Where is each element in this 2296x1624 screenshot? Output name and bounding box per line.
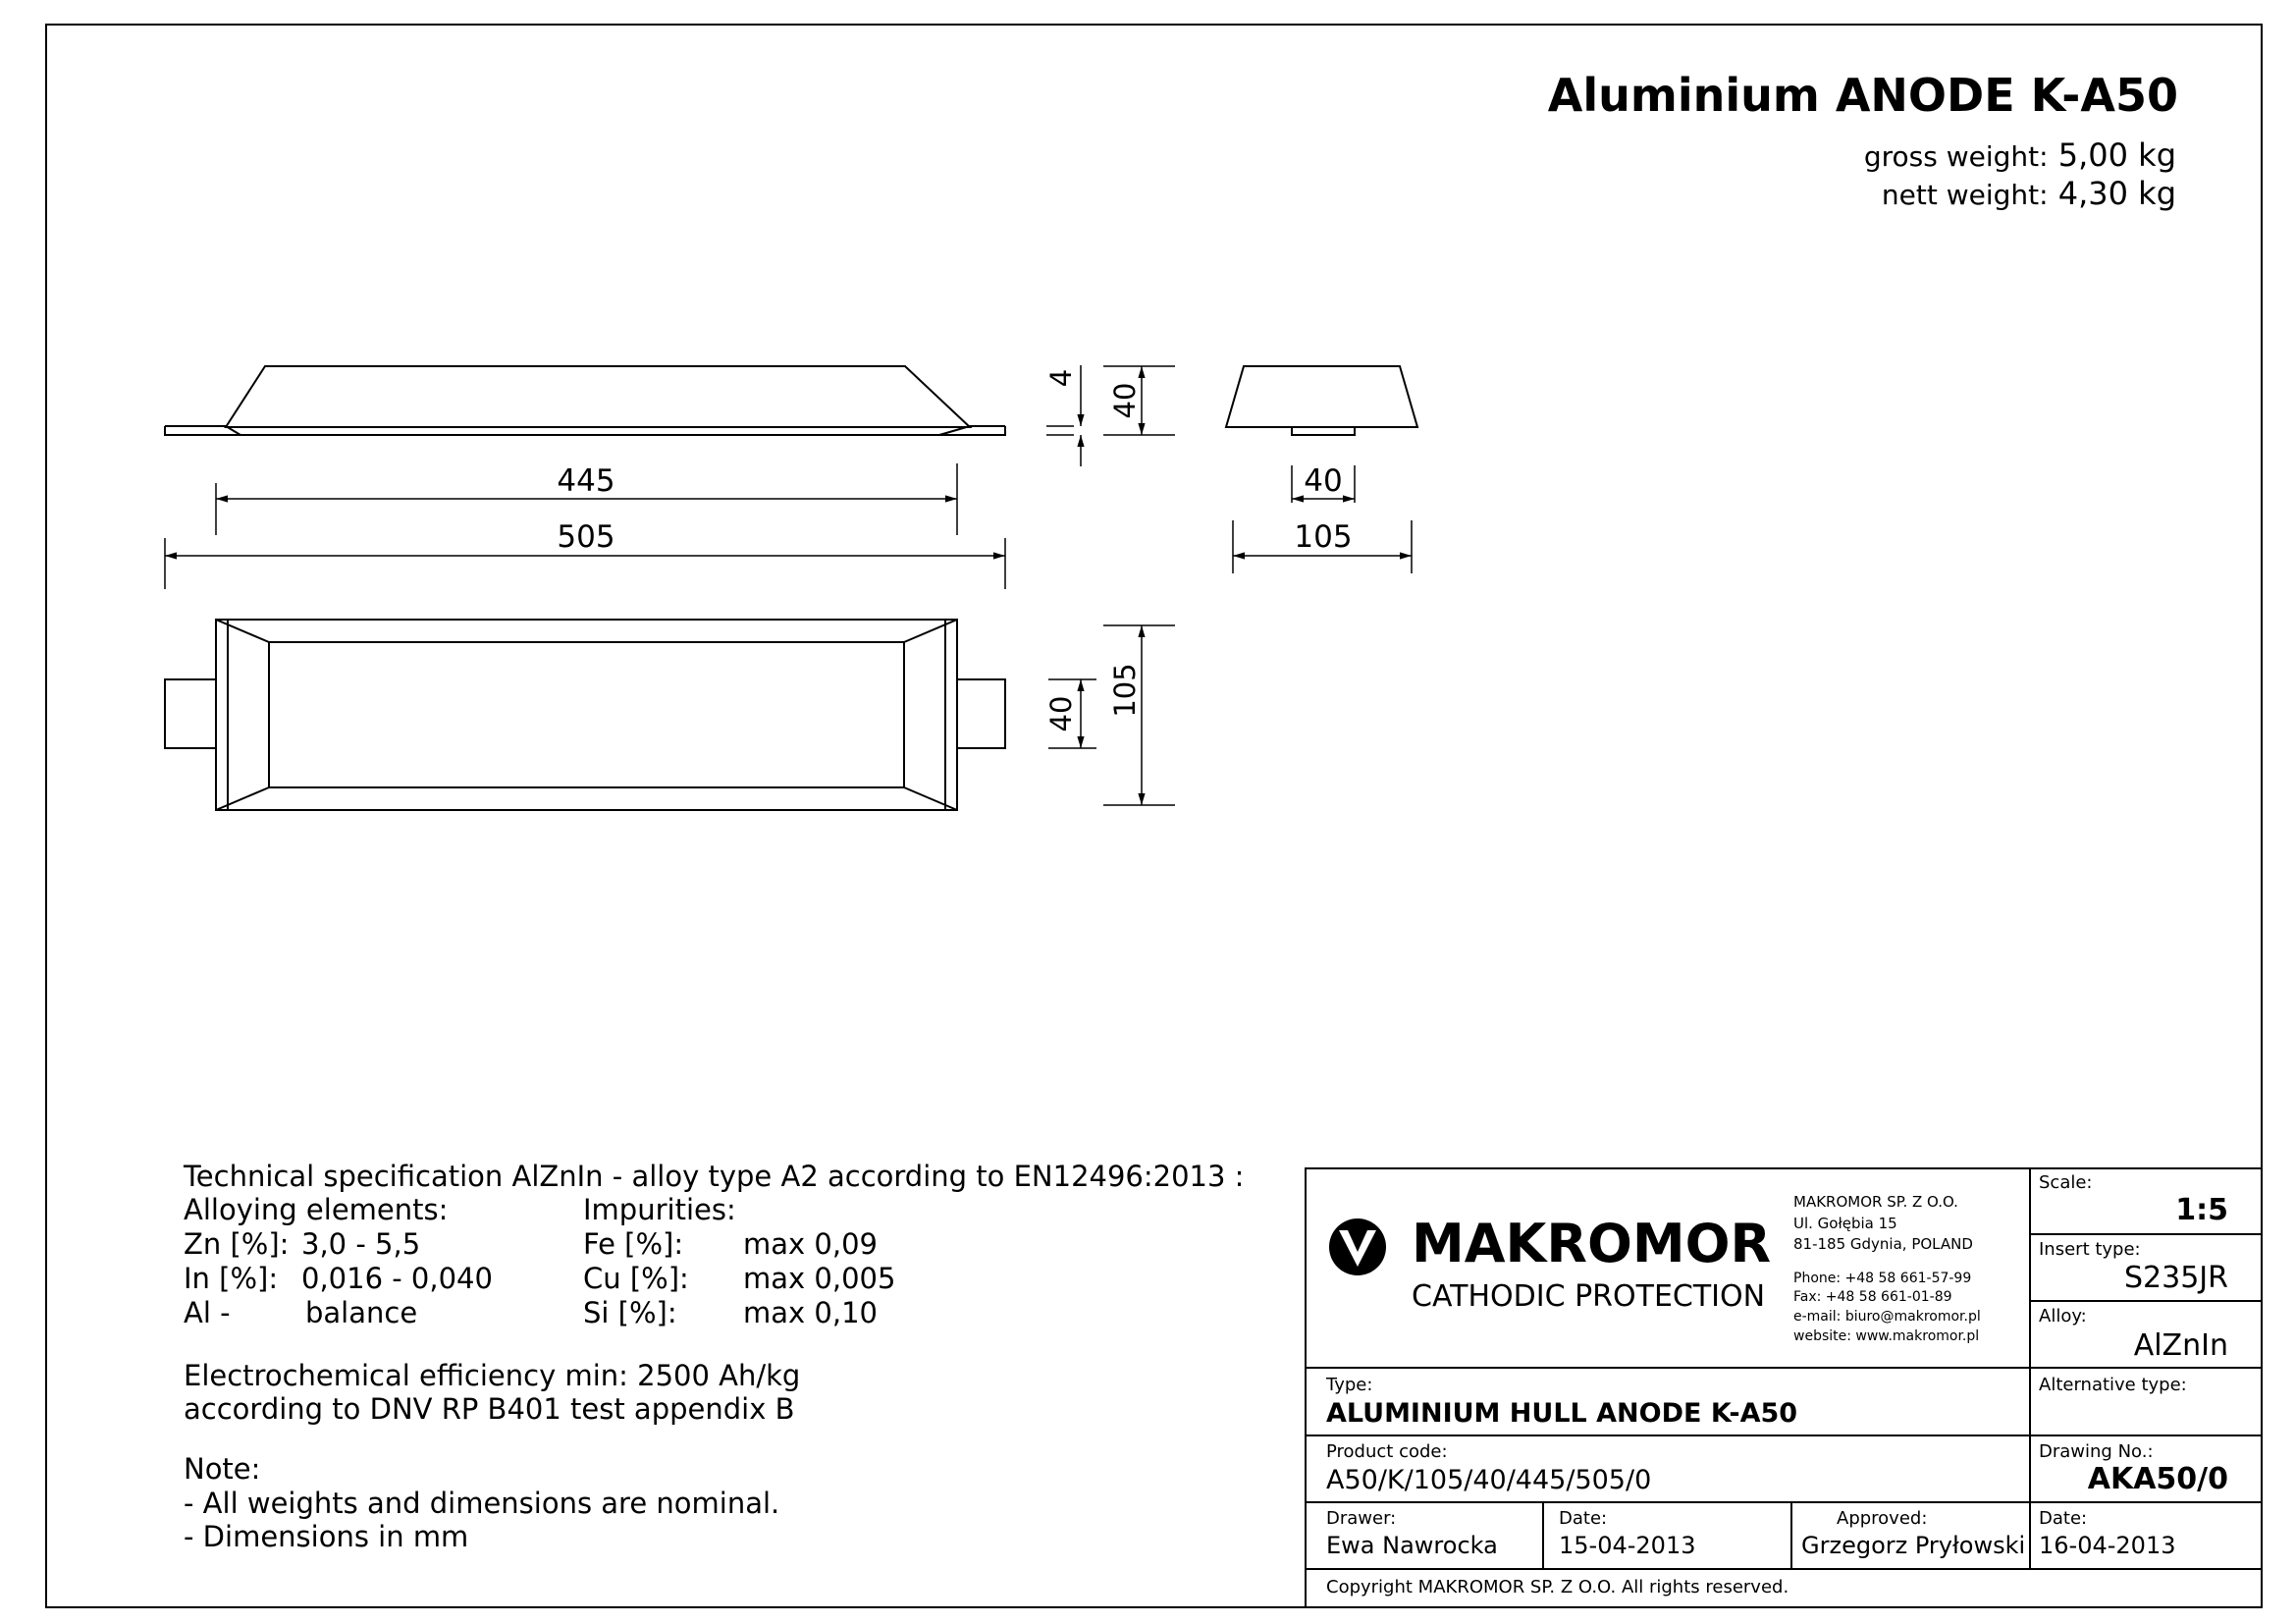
dim-445-label: 445 bbox=[557, 463, 615, 499]
scale-label: Scale: bbox=[2039, 1172, 2093, 1193]
product-code-label: Product code: bbox=[1326, 1441, 1448, 1462]
spec-heading: Technical specification AlZnIn - alloy type A2 according to EN12496:2013 : bbox=[184, 1160, 1245, 1193]
dim-40-side-label: 40 bbox=[1108, 382, 1142, 419]
insert-type-label: Insert type: bbox=[2039, 1239, 2141, 1260]
nett-weight-value: 4,30 kg bbox=[2057, 175, 2176, 212]
note-weights: - All weights and dimensions are nominal. bbox=[184, 1487, 780, 1520]
type-value: ALUMINIUM HULL ANODE K-A50 bbox=[1326, 1398, 1798, 1429]
drawing-title: Aluminium ANODE K-A50 bbox=[1547, 69, 2178, 122]
dim-105-top-label: 105 bbox=[1108, 663, 1142, 718]
company-address-2: 81-185 Gdynia, POLAND bbox=[1793, 1235, 1973, 1253]
drawer-value: Ewa Nawrocka bbox=[1326, 1532, 1498, 1559]
drawing-number-label: Drawing No.: bbox=[2039, 1441, 2154, 1462]
company-name: MAKROMOR SP. Z O.O. bbox=[1793, 1193, 1958, 1211]
approved-value: Grzegorz Pryłowski bbox=[1801, 1532, 2026, 1559]
alloy-in-value: 0,016 - 0,040 bbox=[301, 1262, 493, 1295]
makromor-logo-icon bbox=[1329, 1218, 1386, 1275]
alloy-zn-value: 3,0 - 5,5 bbox=[301, 1227, 421, 1261]
alloy-label: Alloy: bbox=[2039, 1306, 2087, 1326]
company-phone: Phone: +48 58 661-57-99 bbox=[1793, 1271, 1972, 1286]
drawing-number-value: AKA50/0 bbox=[2087, 1462, 2228, 1496]
side-view bbox=[165, 366, 1005, 435]
dim-40-top-label: 40 bbox=[1044, 695, 1078, 732]
impurity-cu-value: max 0,005 bbox=[743, 1262, 896, 1295]
alloy-al-value: balance bbox=[305, 1296, 418, 1329]
date-drawn-value: 15-04-2013 bbox=[1559, 1532, 1696, 1559]
efficiency-line-1: Electrochemical efficiency min: 2500 Ah/kg bbox=[184, 1359, 801, 1392]
gross-weight-value: 5,00 kg bbox=[2057, 136, 2176, 174]
company-fax: Fax: +48 58 661-01-89 bbox=[1793, 1289, 1952, 1305]
drawer-label: Drawer: bbox=[1326, 1508, 1397, 1529]
date-drawn-label: Date: bbox=[1559, 1508, 1608, 1529]
brand-name: MAKROMOR bbox=[1412, 1213, 1772, 1274]
impurity-fe-value: max 0,09 bbox=[743, 1227, 878, 1261]
type-label: Type: bbox=[1326, 1375, 1373, 1395]
scale-value: 1:5 bbox=[2175, 1193, 2228, 1227]
nett-weight bbox=[1881, 175, 2176, 212]
impurity-si-name: Si [%]: bbox=[583, 1296, 677, 1329]
date-approved-label: Date: bbox=[2039, 1508, 2088, 1529]
impurity-si-value: max 0,10 bbox=[743, 1296, 878, 1329]
alloy-zn-name: Zn [%]: bbox=[184, 1227, 290, 1261]
dim-40-end-label: 40 bbox=[1304, 463, 1343, 499]
alternative-type-label: Alternative type: bbox=[2039, 1375, 2187, 1395]
company-email: e-mail: biuro@makromor.pl bbox=[1793, 1309, 1981, 1325]
gross-weight-label: gross weight: bbox=[1863, 140, 2049, 173]
alloy-value: AlZnIn bbox=[2133, 1328, 2228, 1363]
impurity-cu-name: Cu [%]: bbox=[583, 1262, 689, 1295]
top-view bbox=[165, 620, 1005, 810]
dim-505-label: 505 bbox=[557, 519, 615, 555]
note-heading: Note: bbox=[184, 1452, 261, 1486]
alloying-heading: Alloying elements: bbox=[184, 1193, 449, 1226]
product-code-value: A50/K/105/40/445/505/0 bbox=[1326, 1465, 1652, 1495]
dim-105-end-label: 105 bbox=[1294, 519, 1353, 555]
gross-weight bbox=[1863, 136, 2176, 174]
nett-weight-label: nett weight: bbox=[1881, 179, 2049, 211]
alloy-al-name: Al - bbox=[184, 1296, 231, 1329]
insert-type-value: S235JR bbox=[2124, 1261, 2228, 1295]
end-view bbox=[1226, 366, 1417, 435]
company-website: website: www.makromor.pl bbox=[1793, 1328, 1980, 1344]
impurities-heading: Impurities: bbox=[583, 1193, 736, 1226]
impurity-fe-name: Fe [%]: bbox=[583, 1227, 684, 1261]
date-approved-value: 16-04-2013 bbox=[2039, 1532, 2176, 1559]
copyright-notice: Copyright MAKROMOR SP. Z O.O. All rights reserved. bbox=[1326, 1577, 1789, 1597]
note-dimensions: - Dimensions in mm bbox=[184, 1520, 469, 1553]
dim-4-label: 4 bbox=[1044, 368, 1078, 388]
brand-subtitle: CATHODIC PROTECTION bbox=[1412, 1279, 1766, 1314]
approved-label: Approved: bbox=[1837, 1508, 1928, 1529]
efficiency-line-2: according to DNV RP B401 test appendix B bbox=[184, 1392, 795, 1426]
alloy-in-name: In [%]: bbox=[184, 1262, 279, 1295]
company-address-1: Ul. Gołębia 15 bbox=[1793, 1215, 1897, 1232]
